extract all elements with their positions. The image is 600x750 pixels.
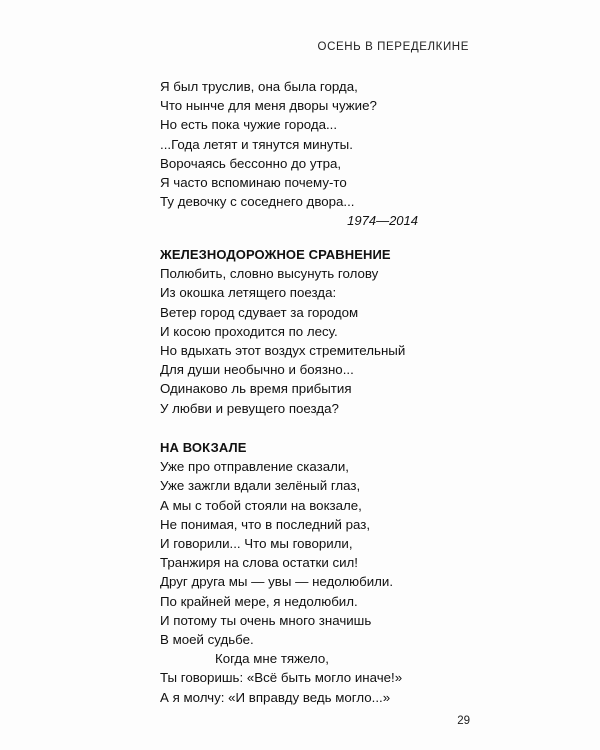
poem-title: ЖЕЛЕЗНОДОРОЖНОЕ СРАВНЕНИЕ (160, 247, 391, 262)
poem-line: Что нынче для меня дворы чужие? (160, 98, 377, 114)
poem-3 (160, 438, 402, 707)
poem-line: Уже про отправление сказали, (160, 459, 350, 475)
poem-line: Но вдыхать этот воздух стремительный (160, 343, 406, 359)
poem-line: Ворочаясь бессонно до утра, (160, 155, 342, 171)
poem-line: Но есть пока чужие города... (160, 117, 338, 133)
poem-title: НА ВОКЗАЛЕ (160, 440, 247, 455)
running-head: ОСЕНЬ В ПЕРЕДЕЛКИНЕ (317, 41, 469, 53)
poem-line: Я был труслив, она была горда, (160, 79, 358, 94)
poem-line: Когда мне тяжело, (215, 651, 329, 667)
page-number: 29 (457, 715, 470, 727)
poem-line: И потому ты очень много значишь (160, 612, 372, 628)
poem-line: А мы с тобой стояли на вокзале, (160, 497, 362, 513)
poem-line: ...Года летят и тянутся минуты. (160, 136, 353, 152)
poem-line: Я часто вспоминаю почему-то (160, 175, 347, 191)
poem-line: Ветер город сдувает за городом (160, 304, 359, 320)
poem-line: Для души необычно и боязно... (160, 362, 354, 378)
poem-date: 1974—2014 (347, 213, 418, 229)
poem-1 (160, 77, 418, 231)
poem-line: Полюбить, словно высунуть голову (160, 266, 379, 282)
poem-line: У любви и ревущего поезда? (160, 400, 339, 416)
poem-line: А я молчу: «И вправду ведь могло...» (160, 689, 391, 705)
poem-line: Ту девочку с соседнего двора... (160, 194, 355, 210)
poem-line: И говорили... Что мы говорили, (160, 536, 353, 552)
poem-line: Из окошка летящего поезда: (160, 285, 337, 301)
poem-line: Друг друга мы — увы — недолюбили. (160, 574, 394, 590)
poem-line: В моей судьбе. (160, 632, 254, 648)
poem-line: Ты говоришь: «Всё быть могло иначе!» (160, 670, 403, 686)
poem-line: Уже зажгли вдали зелёный глаз, (160, 478, 361, 494)
poem-line: И косою проходится по лесу. (160, 323, 338, 339)
poem-line: По крайней мере, я недолюбил. (160, 593, 358, 609)
poem-line: Одинаково ль время прибытия (160, 381, 352, 397)
poem-2 (160, 245, 405, 418)
poem-line: Не понимая, что в последний раз, (160, 516, 371, 532)
poem-line: Транжиря на слова остатки сил! (160, 555, 359, 571)
